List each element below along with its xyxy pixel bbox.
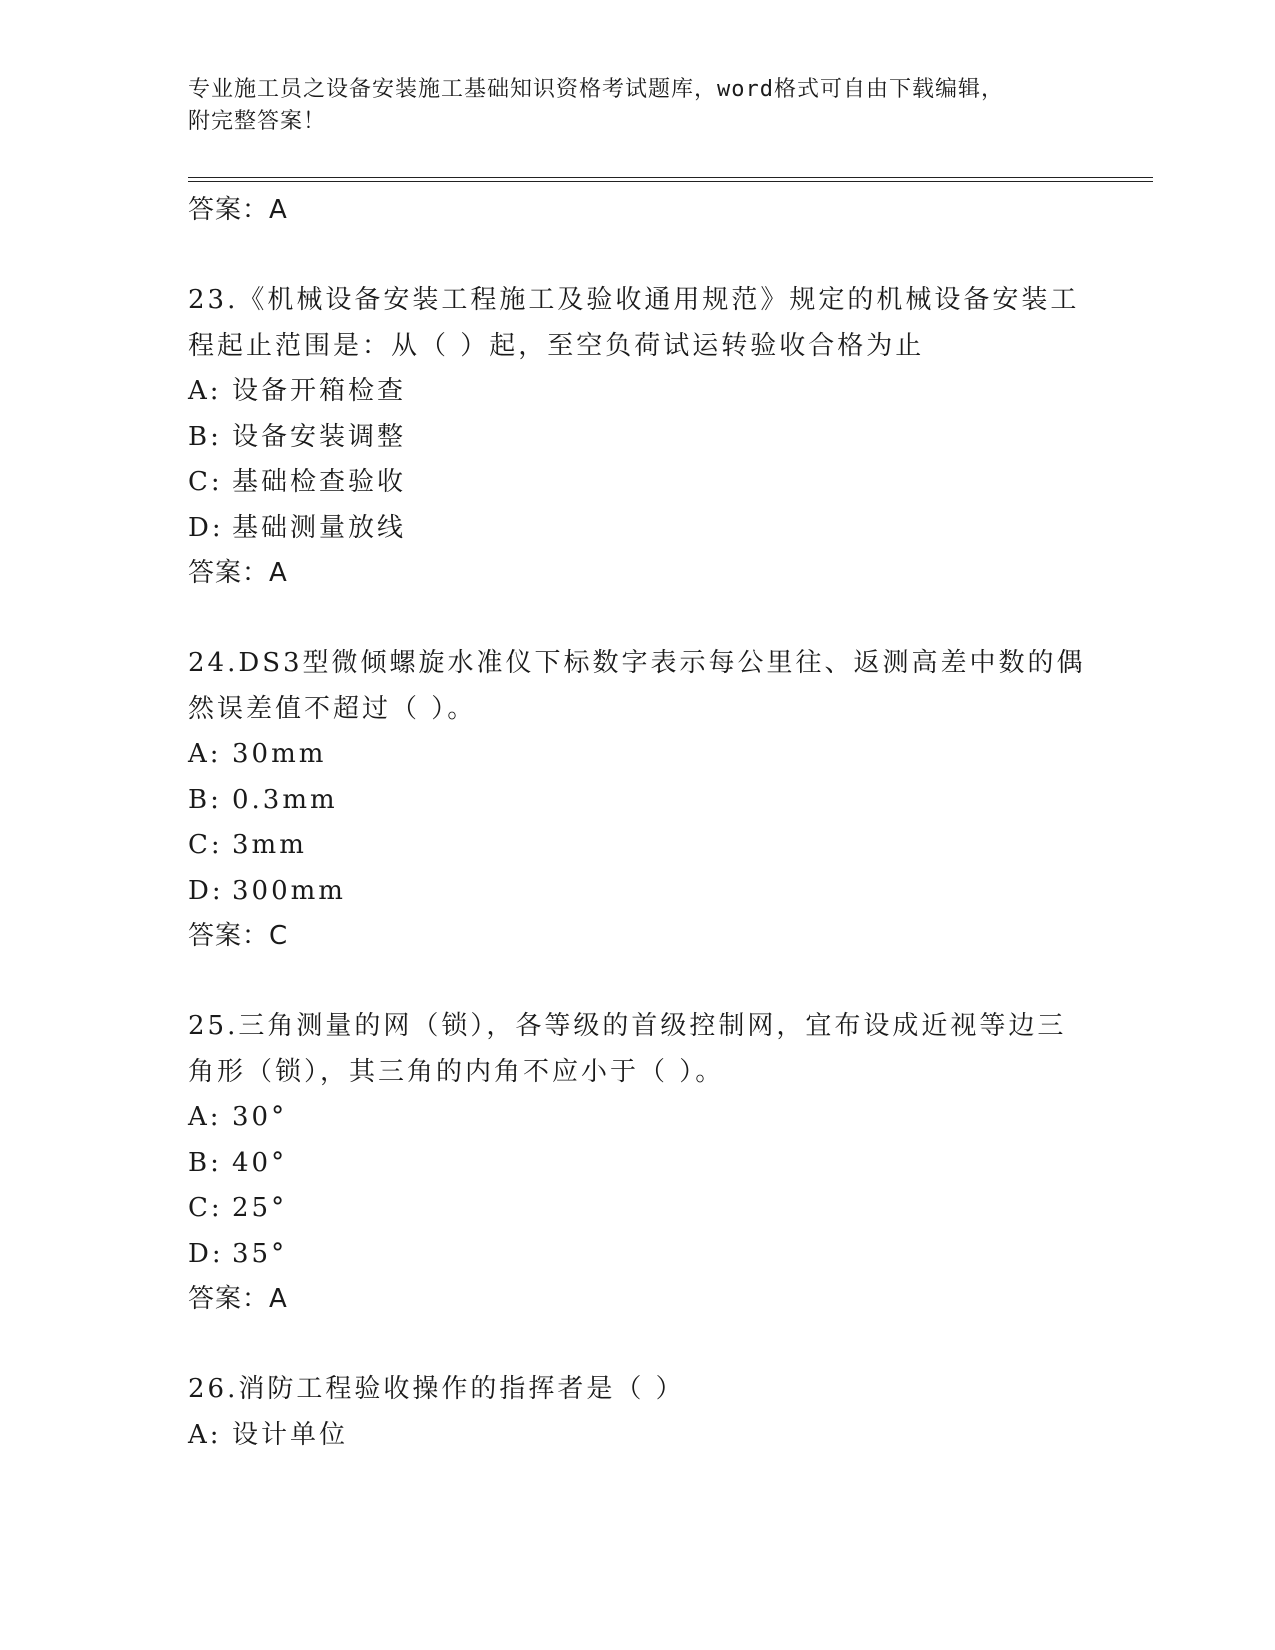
option-c xyxy=(188,1186,1088,1232)
option-text: 30° xyxy=(232,1102,288,1132)
option-d xyxy=(188,506,1088,552)
option-text: 40° xyxy=(232,1147,288,1178)
option-text: 设计单位 xyxy=(232,1419,349,1450)
option-text: 25° xyxy=(232,1193,288,1223)
header-line-2: 附完整答案！ xyxy=(188,109,327,134)
answer-label: 答案：A xyxy=(188,1284,288,1314)
option-a xyxy=(188,1413,1088,1459)
option-text: 300mm xyxy=(232,875,346,906)
option-a xyxy=(188,732,1088,778)
question-text-line: 25.三角测量的网（锁），各等级的首级控制网，宜布设成近视等边三 xyxy=(188,1011,1067,1041)
option-b xyxy=(188,1141,1088,1187)
option-key: D: xyxy=(188,1238,224,1269)
answer-label: 答案：A xyxy=(188,195,288,225)
question-text-line: 程起止范围是：从（ ）起，至空负荷试运转验收合格为止 xyxy=(188,330,925,361)
option-c xyxy=(188,460,1088,506)
question-text-line: 26.消防工程验收操作的指挥者是（ ） xyxy=(188,1374,685,1404)
option-d xyxy=(188,869,1088,915)
question-25 xyxy=(188,1004,1088,1321)
option-text: 30mm xyxy=(232,739,327,769)
option-key: D: xyxy=(188,512,224,543)
option-key: B: xyxy=(188,421,222,452)
option-text: 35° xyxy=(232,1238,288,1269)
option-text: 0.3mm xyxy=(232,784,338,815)
question-list xyxy=(188,188,1088,1458)
question-24 xyxy=(188,641,1088,958)
document-header xyxy=(188,74,1068,138)
option-key: C: xyxy=(188,467,223,497)
option-key: C: xyxy=(188,830,223,860)
question-text-line: 然误差值不超过（ ）。 xyxy=(188,693,477,724)
option-key: B: xyxy=(188,784,222,815)
option-text: 基础测量放线 xyxy=(232,512,407,543)
question-26 xyxy=(188,1367,1088,1458)
header-line-1: 专业施工员之设备安装施工基础知识资格考试题库，word格式可自由下载编辑， xyxy=(188,77,1004,102)
option-key: A: xyxy=(188,1102,222,1132)
option-b xyxy=(188,778,1088,824)
option-key: A: xyxy=(188,1419,222,1450)
option-text: 设备安装调整 xyxy=(232,421,407,452)
option-key: D: xyxy=(188,875,224,906)
answer-label: 答案：C xyxy=(188,921,289,951)
header-divider-bottom xyxy=(188,181,1153,182)
question-text-line: 24.DS3型微倾螺旋水准仪下标数字表示每公里往、返测高差中数的偶 xyxy=(188,648,1086,678)
option-text: 基础检查验收 xyxy=(232,467,407,497)
option-text: 3mm xyxy=(232,830,307,860)
option-key: A: xyxy=(188,376,222,406)
option-key: B: xyxy=(188,1147,222,1178)
question-23 xyxy=(188,278,1088,595)
option-key: A: xyxy=(188,739,222,769)
answer-label: 答案：A xyxy=(188,558,288,588)
question-text-line: 23.《机械设备安装工程施工及验收通用规范》规定的机械设备安装工 xyxy=(188,285,1080,315)
option-a xyxy=(188,1095,1088,1141)
option-c xyxy=(188,823,1088,869)
header-divider-top xyxy=(188,177,1153,178)
option-d xyxy=(188,1232,1088,1278)
option-a xyxy=(188,369,1088,415)
question-text-line: 角形（锁），其三角的内角不应小于（ ）。 xyxy=(188,1056,725,1087)
option-text: 设备开箱检查 xyxy=(232,376,407,406)
option-b xyxy=(188,415,1088,461)
option-key: C: xyxy=(188,1193,223,1223)
